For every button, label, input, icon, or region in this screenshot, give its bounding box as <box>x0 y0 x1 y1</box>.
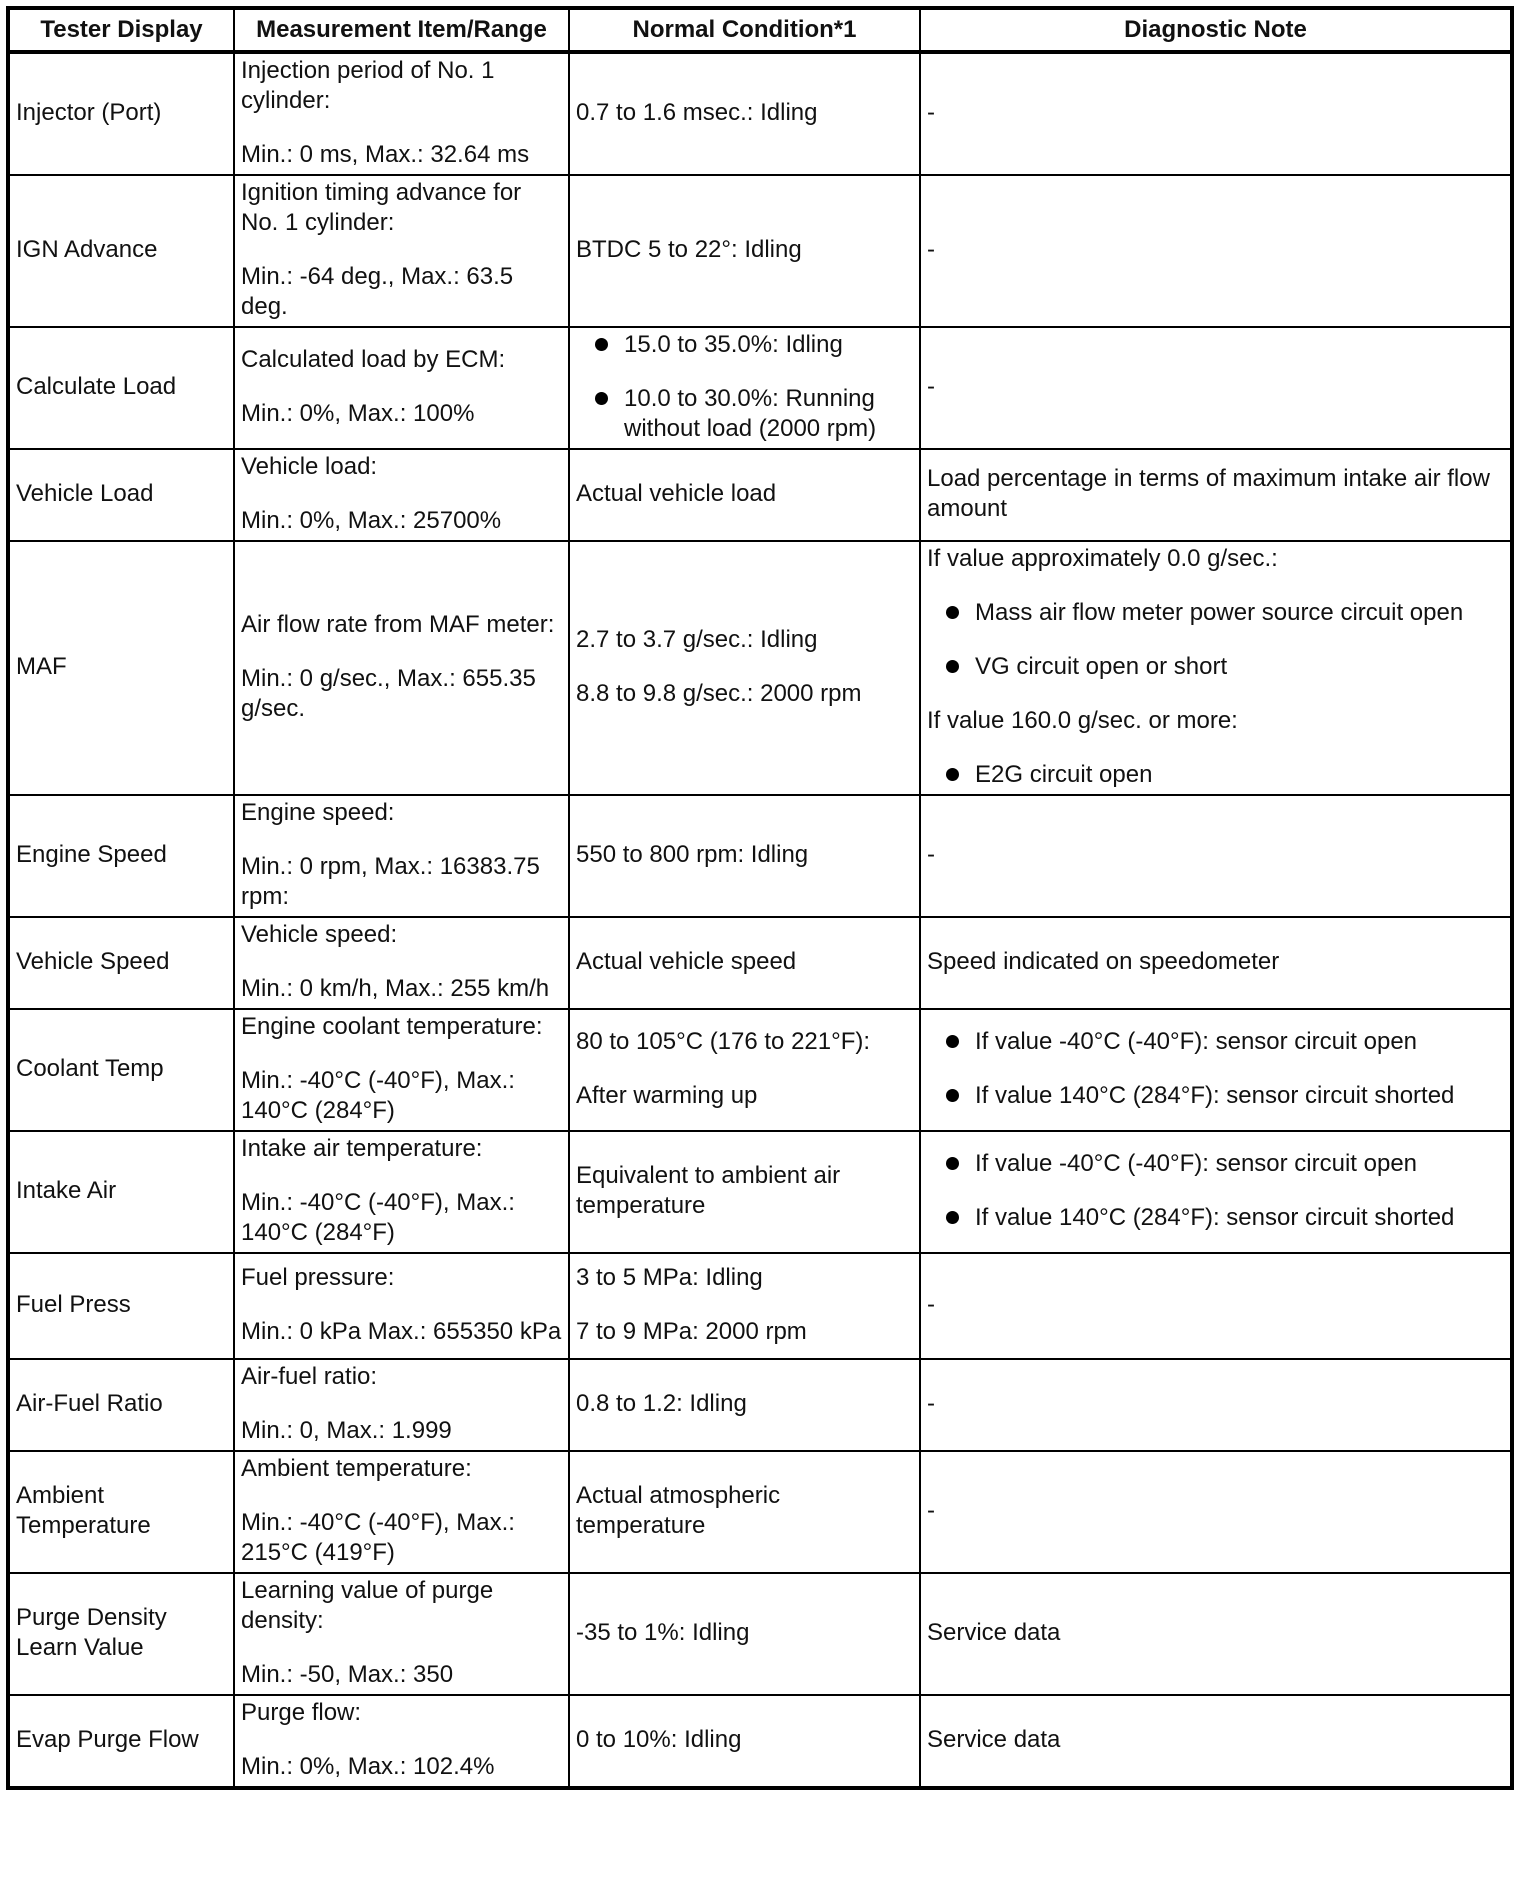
normal-condition-text: 0 to 10%: Idling <box>576 1726 742 1753</box>
measurement-text: Min.: 0 kPa Max.: 655350 kPa <box>241 1318 562 1345</box>
header-measurement-item: Measurement Item/Range <box>234 8 569 52</box>
cell-normal-condition <box>569 1573 920 1695</box>
cell-measurement-range <box>234 327 569 449</box>
measurement-text: Intake air temperature: <box>241 1135 483 1162</box>
normal-condition-text: After warming up <box>576 1082 758 1109</box>
measurement-text: Min.: 0, Max.: 1.999 <box>241 1417 452 1444</box>
cell-diagnostic-note <box>920 1573 1512 1695</box>
bullet-dot-icon <box>946 1089 959 1102</box>
cell-measurement-range <box>234 1009 569 1131</box>
tester-display-text: Fuel Press <box>16 1291 131 1318</box>
normal-condition-text: Equivalent to ambient air temperature <box>576 1162 841 1219</box>
cell-measurement-range <box>234 1695 569 1788</box>
cell-diagnostic-note <box>920 1451 1512 1573</box>
diagnostic-note-text: Load percentage in terms of maximum intake air flow amount <box>927 465 1490 522</box>
diagnostic-note-text: Speed indicated on speedometer <box>927 948 1280 975</box>
normal-condition-text: 550 to 800 rpm: Idling <box>576 841 809 868</box>
table-row <box>8 1009 1512 1131</box>
measurement-text: Ambient temperature: <box>241 1455 472 1482</box>
bullet-dot-icon <box>595 392 608 405</box>
measurement-text: Min.: 0%, Max.: 25700% <box>241 507 502 534</box>
diagnostic-note-bullet-text: If value 140°C (284°F): sensor circuit shorted <box>975 1204 1455 1231</box>
cell-measurement-range <box>234 449 569 541</box>
normal-condition-text: 2.7 to 3.7 g/sec.: Idling <box>576 626 818 653</box>
diagnostic-note-bullet <box>927 1081 1504 1111</box>
normal-condition-text: BTDC 5 to 22°: Idling <box>576 236 802 263</box>
normal-condition-bullet-text: 10.0 to 30.0%: Running without load (2000 rpm) <box>624 385 877 442</box>
table-row <box>8 1359 1512 1451</box>
cell-measurement-range <box>234 1131 569 1253</box>
measurement-text: Purge flow: <box>241 1699 362 1726</box>
cell-diagnostic-note <box>920 449 1512 541</box>
diagnostic-note-bullet <box>927 760 1504 790</box>
cell-diagnostic-note <box>920 541 1512 795</box>
tester-display-text: Intake Air <box>16 1177 117 1204</box>
table-row <box>8 52 1512 175</box>
diagnostic-note-bullet-text: If value 140°C (284°F): sensor circuit shorted <box>975 1082 1455 1109</box>
cell-diagnostic-note <box>920 1253 1512 1359</box>
diagnostic-note-bullet-text: If value -40°C (-40°F): sensor circuit open <box>975 1028 1418 1055</box>
measurement-text: Calculated load by ECM: <box>241 346 506 373</box>
diagnostic-note-bullet-text: Mass air flow meter power source circuit open <box>975 599 1464 626</box>
cell-diagnostic-note <box>920 1009 1512 1131</box>
measurement-text: Min.: -40°C (-40°F), Max.: 215°C (419°F) <box>241 1509 515 1566</box>
cell-diagnostic-note <box>920 1695 1512 1788</box>
measurement-text: Min.: -40°C (-40°F), Max.: 140°C (284°F) <box>241 1067 515 1124</box>
data-list-table <box>6 6 1514 1790</box>
tester-display-text: MAF <box>16 653 67 680</box>
tester-display-text: Injector (Port) <box>16 99 162 126</box>
normal-condition-text: Actual vehicle speed <box>576 948 797 975</box>
diagnostic-note-bullet <box>927 1203 1504 1233</box>
normal-condition-text: 8.8 to 9.8 g/sec.: 2000 rpm <box>576 680 862 707</box>
normal-condition-text: -35 to 1%: Idling <box>576 1619 750 1646</box>
cell-tester-display <box>8 1131 234 1253</box>
measurement-text: Engine coolant temperature: <box>241 1013 543 1040</box>
diagnostic-note-text: Service data <box>927 1726 1061 1753</box>
normal-condition-text: 3 to 5 MPa: Idling <box>576 1264 763 1291</box>
cell-normal-condition <box>569 1009 920 1131</box>
tester-display-text: Engine Speed <box>16 841 167 868</box>
normal-condition-text: Actual vehicle load <box>576 480 777 507</box>
normal-condition-bullet <box>576 330 913 360</box>
diagnostic-note-bullet-text: VG circuit open or short <box>975 653 1228 680</box>
bullet-dot-icon <box>946 768 959 781</box>
cell-measurement-range <box>234 917 569 1009</box>
measurement-text: Min.: 0 g/sec., Max.: 655.35 g/sec. <box>241 665 536 722</box>
tester-display-text: Calculate Load <box>16 373 177 400</box>
cell-tester-display <box>8 52 234 175</box>
bullet-dot-icon <box>946 606 959 619</box>
cell-tester-display <box>8 795 234 917</box>
cell-measurement-range <box>234 1451 569 1573</box>
cell-tester-display <box>8 1573 234 1695</box>
cell-diagnostic-note <box>920 1131 1512 1253</box>
cell-measurement-range <box>234 1253 569 1359</box>
cell-tester-display <box>8 1359 234 1451</box>
table-row <box>8 1451 1512 1573</box>
table-row <box>8 1253 1512 1359</box>
diagnostic-note-bullet <box>927 1027 1504 1057</box>
normal-condition-text: 0.8 to 1.2: Idling <box>576 1390 747 1417</box>
table-row <box>8 1131 1512 1253</box>
diagnostic-note-bullet-text: E2G circuit open <box>975 761 1153 788</box>
cell-normal-condition <box>569 52 920 175</box>
cell-normal-condition <box>569 541 920 795</box>
diagnostic-note-bullet <box>927 598 1504 628</box>
bullet-dot-icon <box>946 660 959 673</box>
table-row <box>8 327 1512 449</box>
normal-condition-bullet-text: 15.0 to 35.0%: Idling <box>624 331 843 358</box>
cell-tester-display <box>8 327 234 449</box>
cell-normal-condition <box>569 175 920 327</box>
measurement-text: Min.: 0 km/h, Max.: 255 km/h <box>241 975 550 1002</box>
diagnostic-note-text: Service data <box>927 1619 1061 1646</box>
cell-diagnostic-note <box>920 327 1512 449</box>
bullet-dot-icon <box>595 338 608 351</box>
measurement-text: Air-fuel ratio: <box>241 1363 378 1390</box>
cell-tester-display <box>8 449 234 541</box>
table-row <box>8 917 1512 1009</box>
measurement-text: Min.: 0 rpm, Max.: 16383.75 rpm: <box>241 853 540 910</box>
header-tester-display: Tester Display <box>8 8 234 52</box>
cell-tester-display <box>8 1009 234 1131</box>
normal-condition-text: 7 to 9 MPa: 2000 rpm <box>576 1318 807 1345</box>
tester-display-text: Air-Fuel Ratio <box>16 1390 163 1417</box>
cell-diagnostic-note <box>920 52 1512 175</box>
cell-measurement-range <box>234 795 569 917</box>
cell-measurement-range <box>234 175 569 327</box>
diagnostic-note-bullet <box>927 652 1504 682</box>
measurement-text: Ignition timing advance for No. 1 cylinder: <box>241 179 522 236</box>
header-normal-condition: Normal Condition*1 <box>569 8 920 52</box>
cell-diagnostic-note <box>920 795 1512 917</box>
measurement-text: Min.: -40°C (-40°F), Max.: 140°C (284°F) <box>241 1189 515 1246</box>
measurement-text: Injection period of No. 1 cylinder: <box>241 57 495 114</box>
tester-display-text: Vehicle Load <box>16 480 154 507</box>
measurement-text: Min.: -64 deg., Max.: 63.5 deg. <box>241 263 514 320</box>
diagnostic-note-condition: If value 160.0 g/sec. or more: <box>927 707 1238 734</box>
diagnostic-note-text: - <box>927 841 935 868</box>
normal-condition-text: 80 to 105°C (176 to 221°F): <box>576 1028 871 1055</box>
table-row <box>8 449 1512 541</box>
cell-normal-condition <box>569 1131 920 1253</box>
cell-normal-condition <box>569 917 920 1009</box>
measurement-text: Min.: 0%, Max.: 100% <box>241 400 475 427</box>
table-row <box>8 1573 1512 1695</box>
cell-tester-display <box>8 175 234 327</box>
cell-normal-condition <box>569 449 920 541</box>
table-row <box>8 1695 1512 1788</box>
diagnostic-note-text: - <box>927 373 935 400</box>
cell-measurement-range <box>234 541 569 795</box>
cell-diagnostic-note <box>920 1359 1512 1451</box>
bullet-dot-icon <box>946 1157 959 1170</box>
tester-display-text: Evap Purge Flow <box>16 1726 199 1753</box>
normal-condition-text: 0.7 to 1.6 msec.: Idling <box>576 99 818 126</box>
cell-normal-condition <box>569 1359 920 1451</box>
table-row <box>8 175 1512 327</box>
measurement-text: Fuel pressure: <box>241 1264 395 1291</box>
cell-normal-condition <box>569 1451 920 1573</box>
table-row <box>8 795 1512 917</box>
table-row <box>8 541 1512 795</box>
diagnostic-note-bullet-text: If value -40°C (-40°F): sensor circuit open <box>975 1150 1418 1177</box>
tester-display-text: Ambient Temperature <box>16 1482 151 1539</box>
measurement-text: Min.: 0%, Max.: 102.4% <box>241 1753 495 1780</box>
cell-tester-display <box>8 1451 234 1573</box>
diagnostic-note-text: - <box>927 1390 935 1417</box>
tester-display-text: Vehicle Speed <box>16 948 170 975</box>
normal-condition-text: Actual atmospheric temperature <box>576 1482 781 1539</box>
measurement-text: Learning value of purge density: <box>241 1577 494 1634</box>
tester-display-text: IGN Advance <box>16 236 158 263</box>
diagnostic-note-text: - <box>927 99 935 126</box>
diagnostic-note-text: - <box>927 1291 935 1318</box>
cell-measurement-range <box>234 1573 569 1695</box>
measurement-text: Vehicle load: <box>241 453 378 480</box>
cell-tester-display <box>8 1253 234 1359</box>
measurement-text: Min.: 0 ms, Max.: 32.64 ms <box>241 141 530 168</box>
measurement-text: Min.: -50, Max.: 350 <box>241 1661 454 1688</box>
cell-normal-condition <box>569 1695 920 1788</box>
diagnostic-note-text: - <box>927 236 935 263</box>
cell-tester-display <box>8 541 234 795</box>
diagnostic-note-bullet <box>927 1149 1504 1179</box>
measurement-text: Air flow rate from MAF meter: <box>241 611 555 638</box>
bullet-dot-icon <box>946 1211 959 1224</box>
cell-measurement-range <box>234 52 569 175</box>
cell-normal-condition <box>569 1253 920 1359</box>
measurement-text: Vehicle speed: <box>241 921 398 948</box>
tester-display-text: Coolant Temp <box>16 1055 164 1082</box>
cell-tester-display <box>8 917 234 1009</box>
cell-measurement-range <box>234 1359 569 1451</box>
cell-diagnostic-note <box>920 917 1512 1009</box>
diagnostic-note-text: - <box>927 1497 935 1524</box>
diagnostic-note-condition: If value approximately 0.0 g/sec.: <box>927 545 1278 572</box>
bullet-dot-icon <box>946 1035 959 1048</box>
tester-display-text: Purge Density Learn Value <box>16 1604 167 1661</box>
cell-tester-display <box>8 1695 234 1788</box>
cell-normal-condition <box>569 795 920 917</box>
header-row <box>8 8 1512 52</box>
cell-normal-condition <box>569 327 920 449</box>
measurement-text: Engine speed: <box>241 799 395 826</box>
cell-diagnostic-note <box>920 175 1512 327</box>
header-diagnostic-note: Diagnostic Note <box>920 8 1512 52</box>
normal-condition-bullet <box>576 384 913 444</box>
